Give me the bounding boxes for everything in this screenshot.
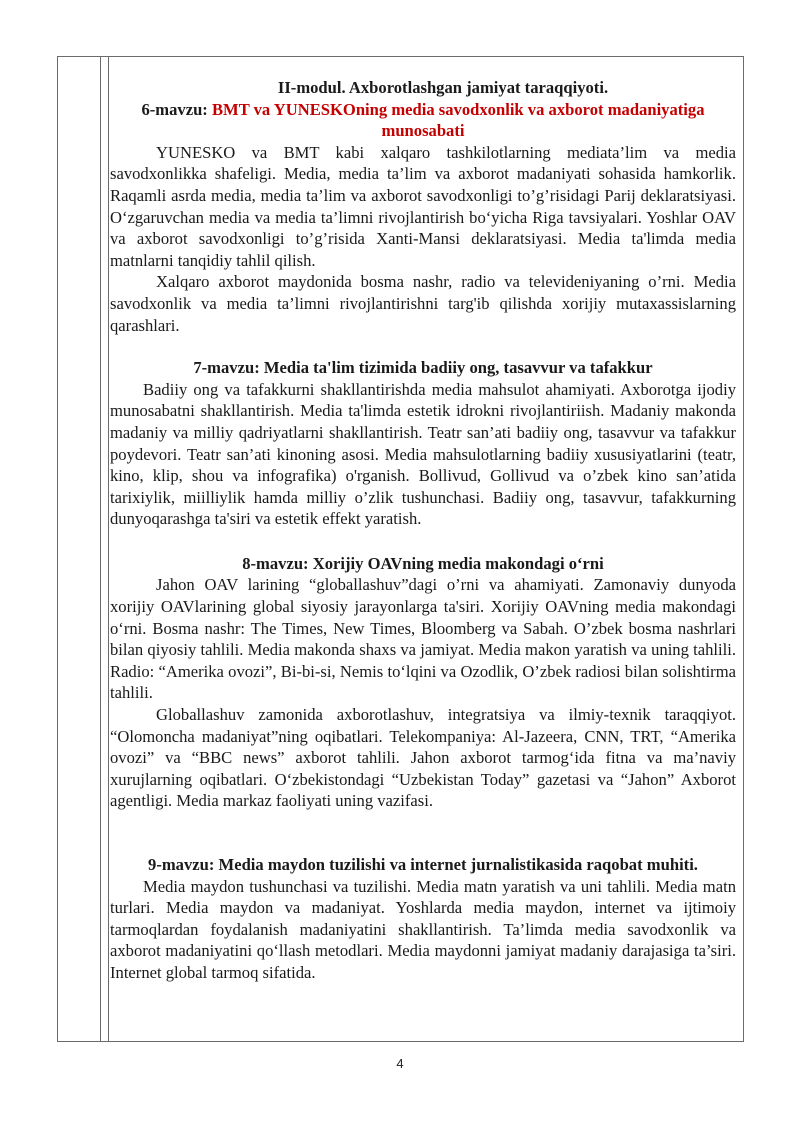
- topic9-paragraph: Media maydon tushunchasi va tuzilishi. Media matn yaratish va uni tahlili. Media matn turlari. Media maydon va madaniyat. Yoshlarda media maydon, internet va ijtimoiy tarmoqlardan foydalanish madaniyatini shakllantirish. Ta’limda media savodxonlik va axborot madaniyatini qo‘llash metodlari. Media maydonni jamiyat madaniy darajasiga ta’siri. Internet global tarmoq sifatida.: [110, 876, 736, 982]
- table-column-narrow: [101, 57, 109, 1041]
- table-cell-content: [110, 77, 736, 984]
- spacer: [110, 336, 736, 357]
- module-title: II-modul. Axborotlashgan jamiyat taraqqiyoti.: [277, 78, 609, 97]
- spacer: [110, 812, 736, 833]
- spacer: [110, 530, 736, 553]
- topic6-paragraph-2: Xalqaro axborot maydonida bosma nashr, radio va televideniyaning o’rni. Media savodxonlik va media ta’limni rivojlantirishni targ'ib qilishda xorijiy mutaxassislarning qarashlari.: [110, 272, 736, 335]
- topic8-heading: 8-mavzu: Xorijiy OAVning media makondagi o‘rni: [242, 553, 604, 573]
- topic6-title: BMT va YUNESKOning media savodxonlik va axborot madaniyatiga munosabati: [211, 99, 705, 141]
- topic7-heading: 7-mavzu: Media ta'lim tizimida badiiy ong, tasavvur va tafakkur: [193, 358, 653, 378]
- page-number: 4: [396, 1056, 404, 1071]
- topic7-paragraph: Badiiy ong va tafakkurni shakllantirishda media mahsulot ahamiyati. Axborotga ijodiy munosabatni shakllantirish. Media ta'limda estetik idrokni rivojlantiriish. Madaniy makonda madaniy va milliy qadriyatlarni shakllantirish. Teatr san’ati badiiy ong, tasavvur va tafakkur poydevori. Teatr san’ati kinoning asosi. Media mahsulotlarning badiiy xususiyatlarini (teatr, kino, klip, shou va infografika) o'rganish. Bollivud, Gollivud va o’zbek kino san’atida tarixiylik, miilliylik hamda milliy o’zlik tushunchasi. Badiiy ong, tasavvur, tafakkurning dunyoqarashga ta'siri va estetik effekt yaratish.: [110, 379, 736, 529]
- topic8-paragraph-2: Globallashuv zamonida axborotlashuv, integratsiya va ilmiy-texnik taraqqiyot. “Olomoncha madaniyat”ning oqibatlari. Telekompaniya: Al-Jazeera, CNN, TRT, “Amerika ovozi” va “BBC news” axborot tahlili. Jahon axborot tarmog‘ida fitna va ma’naviy xurujlarning oqibatlari. O‘zbekistondagi “Uzbekistan Today” gazetasi va “Jahon” Axborot agentligi. Media markaz faoliyati uning vazifasi.: [110, 705, 736, 811]
- topic6-paragraph-1: YUNESKO va BMT kabi xalqaro tashkilotlarning mediata’lim va media savodxonlikka shafeligi. Media, media ta’lim va axborot madaniyati sohasida hamkorlik. Raqamli asrda media, media ta’lim va axborot savodxonligi to’g’risidagi Parij deklaratsiyasi. O‘zgaruvchan media va media ta’limni rivojlantirish bo‘yicha Riga tavsiyalari. Yoshlar OAV va axborot savodxonligi to’g’risida Xanti-Mansi deklaratsiyasi. Media ta'limda media matnlarni tanqidiy tahlil qilish.: [110, 142, 736, 270]
- table-column-number: [58, 57, 101, 1041]
- spacer: [110, 833, 736, 854]
- topic6-heading: [110, 99, 736, 142]
- topic6-prefix: 6-mavzu:: [141, 99, 212, 119]
- topic9-heading: 9-mavzu: Media maydon tuzilishi va internet jurnalistikasida raqobat muhiti.: [148, 855, 698, 874]
- topic8-paragraph-1: Jahon OAV larining “globallashuv”dagi o’rni va ahamiyati. Zamonaviy dunyoda xorijiy OAVlarining global siyosiy jarayonlarga ta'siri. Xorijiy OAVning media makondagi o‘rni. Bosma nashr: The Times, New Times, Bloomberg va Sabah. O’zbek bosma nashrlari bilan qiyosiy tahlili. Media makonda shaxs va jamiyat. Media makon yaratish va uning tahlili. Radio: “Amerika ovozi”, Bi-bi-si, Nemis to‘lqini va Ozodlik, O’zbek radiosi bilan solishtirma tahlili.: [110, 575, 736, 703]
- content-table: [57, 56, 744, 1042]
